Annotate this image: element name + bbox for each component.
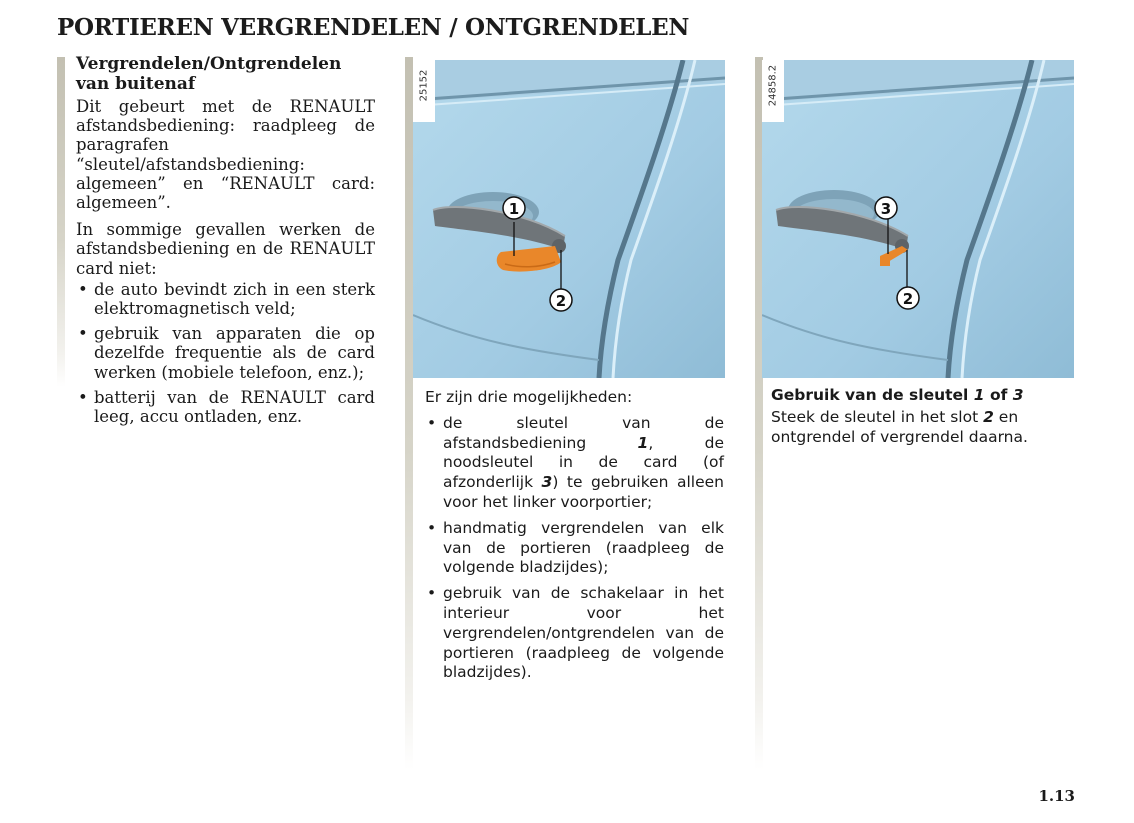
key-usage-heading: Gebruik van de sleutel 1 of 3 [771,386,1024,404]
left-column [76,54,375,432]
page-number: 1.13 [1038,787,1075,805]
right-column [771,386,1071,456]
lead-paragraph: In sommige gevallen werken de afstandsbediening en de RENAULT card niet: [76,220,375,278]
callout-label: 1 [508,200,520,218]
figure-code: 24858.2 [767,64,779,107]
figure-code: 25152 [418,69,430,102]
list-item: • gebruik van de schakelaar in het interieur voor het vergrendelen/ontgrendelen van de portieren (raadpleeg de volgende bladzijdes). [425,584,724,683]
list-item: • handmatig vergrendelen van elk van de portieren (raadpleeg de volgende bladzijdes); [425,519,724,578]
list-item: • de sleutel van de afstandsbediening 1, de noodsleutel in de card (of afzonderlijk 3) te gebruiken alleen voor het linker voorportier; [425,414,724,513]
lead-paragraph: Er zijn drie mogelijkheden: [425,388,633,406]
car-door-drawing [413,60,725,378]
door-handle-illustration-1 [413,60,725,378]
callout-label: 2 [555,292,567,310]
section-heading: Vergrendelen/Ontgrendelen van buitenaf [76,54,342,94]
figure-code-box [413,60,435,122]
car-door-drawing [762,60,1074,378]
options-list [425,414,724,683]
figure-code-box [762,60,784,122]
key-usage-text: Steek de sleutel in het slot 2 en ontgrendel of vergrendel daarna. [771,408,1028,446]
column-bar-middle [405,57,413,770]
page-title: PORTIEREN VERGRENDELEN / ONTGRENDELEN [57,14,690,41]
column-bar-left [57,57,65,387]
list-item: • batterij van de RENAULT card leeg, accu ontladen, enz. [76,388,375,426]
middle-column [425,388,724,689]
list-item: • de auto bevindt zich in een sterk elektromagnetisch veld; [76,280,375,318]
intro-paragraph: Dit gebeurt met de RENAULT afstandsbediening: raadpleeg de paragrafen “sleutel/afstandsbediening: algemeen” en “RENAULT card: algemeen”. [76,97,375,213]
door-handle-illustration-2 [762,60,1074,378]
conditions-list [76,280,375,426]
callout-label: 3 [880,200,892,218]
callout-label: 2 [902,290,914,308]
list-item: • gebruik van apparaten die op dezelfde frequentie als de card werken (mobiele telefoon, enz.); [76,324,375,382]
